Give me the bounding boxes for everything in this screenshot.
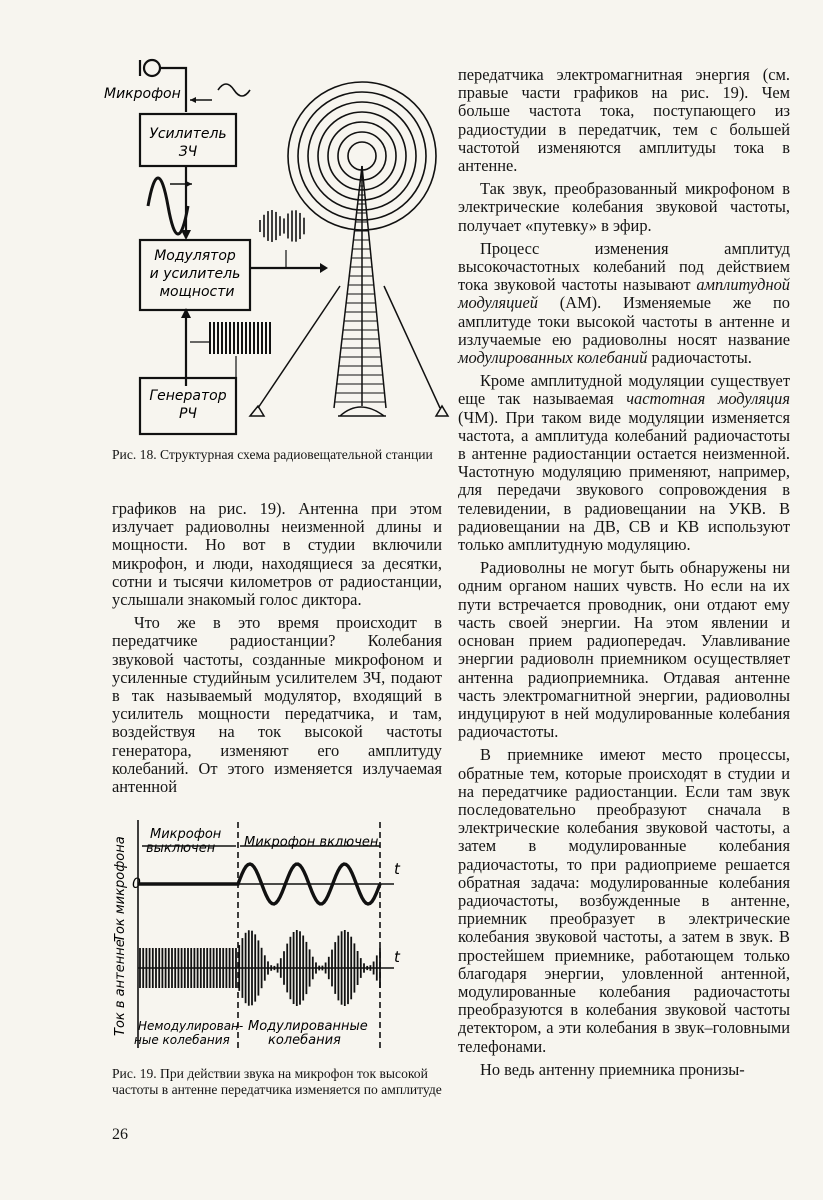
svg-text:выключен: выключен xyxy=(146,841,216,856)
y-label-mic-current: Ток микрофона xyxy=(113,836,128,942)
right-column xyxy=(458,66,790,1079)
svg-text:ные колебания: ные колебания xyxy=(134,1033,230,1047)
svg-text:t: t xyxy=(394,948,400,966)
svg-text:мощности: мощности xyxy=(159,284,235,300)
figure-18-caption: Рис. 18. Структурная схема радиовещательной станции xyxy=(112,447,433,462)
page-number: 26 xyxy=(112,1126,128,1143)
svg-text:t: t xyxy=(394,860,400,878)
label-microphone: Микрофон xyxy=(104,86,181,102)
svg-text:Генератор: Генератор xyxy=(149,388,227,404)
paragraph: передатчика электромагнитная энергия (см. правые части графиков на рис. 19). Чем больше частота тока, поступающего из радиостудии в передатчик, тем с большей частотой изменяются амплитуды тока в антенне. xyxy=(458,65,790,176)
svg-text:ЗЧ: ЗЧ xyxy=(178,144,198,160)
svg-text:Модулированные: Модулированные xyxy=(248,1019,368,1034)
paragraph: Что же в это время происходит в передатчике радиостанции? Колебания звуковой частоты, созданные микрофоном и усиленные студийным усилителем ЗЧ, подают в так называемый модулятор, входящий в усилитель мощности передатчика, и там, воздействуя на ток высокой частоты генератора, изменяют его амплитуду колебаний. От этого изменяется излучаемая антенной xyxy=(112,613,442,797)
term-am: амплитудной модуляцией xyxy=(458,275,790,313)
svg-text:РЧ: РЧ xyxy=(178,406,198,422)
svg-text:0: 0 xyxy=(132,876,141,892)
term-modulated: модулированных колебаний xyxy=(458,348,648,368)
paragraph: Процесс изменения амплитуд высокочастотных колебаний под действием тока звуковой частоты называют амплитудной модуляцией (АМ). Изменяемые же по амплитуде токи высокой частоты в антенне и излучаемые ею радиоволны носят название модулированных колебаний радиочастоты. xyxy=(458,238,790,368)
y-label-antenna-current: Ток в антенне xyxy=(113,939,128,1036)
paragraph: Радиоволны не могут быть обнаружены ни одним органом наших чувств. Но если на их пути встречается проводник, они отдают ему часть своей энергии. На этом явлении и основан прием радиопередач. Улавливание энергии радиоволн приемником осуществляет антенна радиоприемника. Отдавая антенне часть электромагнитной энергии, радиоволны индуцируют в ней модулированные колебания радиочастоты. xyxy=(458,558,790,742)
paragraph: Но ведь антенну приемника пронизы- xyxy=(480,1059,745,1079)
svg-text:Микрофон включен: Микрофон включен xyxy=(244,835,379,850)
svg-text:и усилитель: и усилитель xyxy=(149,266,241,282)
broadcast-station-diagram xyxy=(100,56,450,436)
modulation-graphs xyxy=(108,818,408,1058)
paragraph: Кроме амплитудной модуляции существует еще так называемая частотная модуляция (ЧМ). При таком виде модуляции изменяется частота, а амплитуда колебаний радиочастоты в антенне радиостанции остается неизменной. Частотную модуляцию применяют, например, для передачи звукового сопровождения в телевидении, в радиовещании на УКВ. В радиовещании на ДВ, СВ и КВ используют только амплитудную модуляцию. xyxy=(458,371,790,555)
paragraph: графиков на рис. 19). Антенна при этом излучает радиоволны неизменной длины и мощности. Но вот в студии включили микрофон, и люди, находящиеся за десятки, сотни и тысячи километров от радиостанции, услышали знакомый голос диктора. xyxy=(112,499,442,610)
paragraph: Так звук, преобразованный микрофоном в электрические колебания звуковой частоты, получает «путевку» в эфир. xyxy=(458,179,790,235)
figure-18 xyxy=(100,56,450,441)
figure-19-caption: Рис. 19. При действии звука на микрофон ток высокой частоты в антенне передатчика изменяется по амплитуде xyxy=(112,1066,442,1097)
left-column xyxy=(112,500,442,796)
term-fm: частотная модуляция xyxy=(626,389,790,409)
paragraph: В приемнике имеют место процессы, обратные тем, которые происходят в студии и на передатчике радиостанции. Если там звук последовательно преобразуют сначала в электрические колебания звуковой частоты, а затем в модулированные колебания радиочастоты, то при радиоприеме решается обратная задача: модулированные колебания радиочастоты, возбужденные в антенне, приемник преобразует в электрические колебания звуковой частоты, а затем в звук. В простейшем приемнике, работающем только благодаря энергии, уловленной антенной, модулированные колебания радиочастоты преобразуются в колебания звуковой частоты детектором, а эти колебания в звук–головными телефонами. xyxy=(458,745,790,1056)
svg-text:Немодулирован-: Немодулирован- xyxy=(138,1019,244,1033)
svg-text:Модулятор: Модулятор xyxy=(154,248,236,264)
svg-text:Микрофон: Микрофон xyxy=(150,827,222,842)
figure-19 xyxy=(108,818,408,1063)
svg-text:Усилитель: Усилитель xyxy=(149,126,227,142)
svg-text:колебания: колебания xyxy=(268,1033,341,1048)
